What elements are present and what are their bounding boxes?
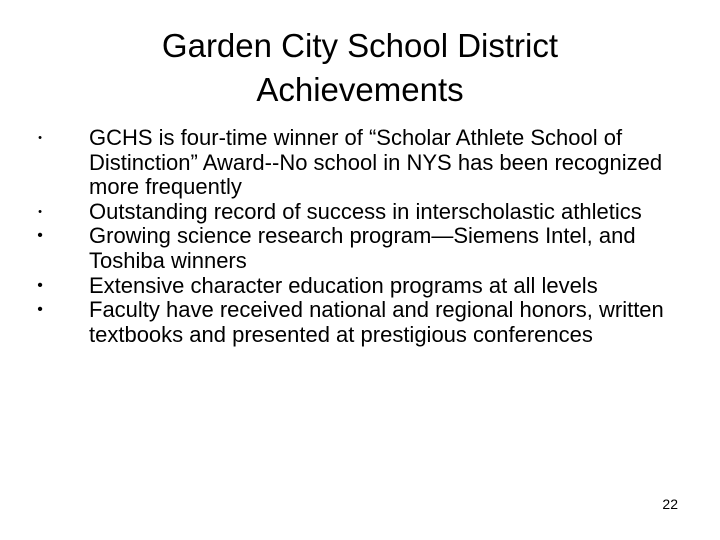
bullet-icon: • — [37, 227, 43, 245]
bullet-icon: • — [37, 301, 43, 319]
bullet-text: GCHS is four-time winner of “Scholar Athlete School of Distinction” Award--No school in NYS has been recognized more frequently — [89, 125, 663, 200]
bullet-item — [37, 223, 682, 273]
bullet-item — [38, 125, 682, 200]
bullet-item — [38, 198, 682, 225]
bullet-icon: • — [38, 205, 42, 218]
bullet-item — [37, 297, 682, 347]
slide-title-line-1: Garden City School District — [161, 27, 559, 64]
page-number: 22 — [662, 496, 678, 512]
bullet-item — [37, 272, 682, 299]
bullet-list — [37, 125, 682, 347]
bullet-text: Extensive character education programs at all levels — [89, 272, 598, 298]
bullet-text: Faculty have received national and regional honors, written textbooks and presented at prestigious conferences — [89, 297, 664, 347]
bullet-text: Outstanding record of success in interscholastic athletics — [89, 198, 642, 224]
bullet-icon: • — [38, 132, 42, 144]
bullet-icon: • — [37, 276, 43, 294]
bullet-text: Growing science research program—Siemens Intel, and Toshiba winners — [89, 223, 636, 273]
slide-title — [60, 24, 660, 112]
slide-title-line-2: Achievements — [256, 71, 464, 108]
